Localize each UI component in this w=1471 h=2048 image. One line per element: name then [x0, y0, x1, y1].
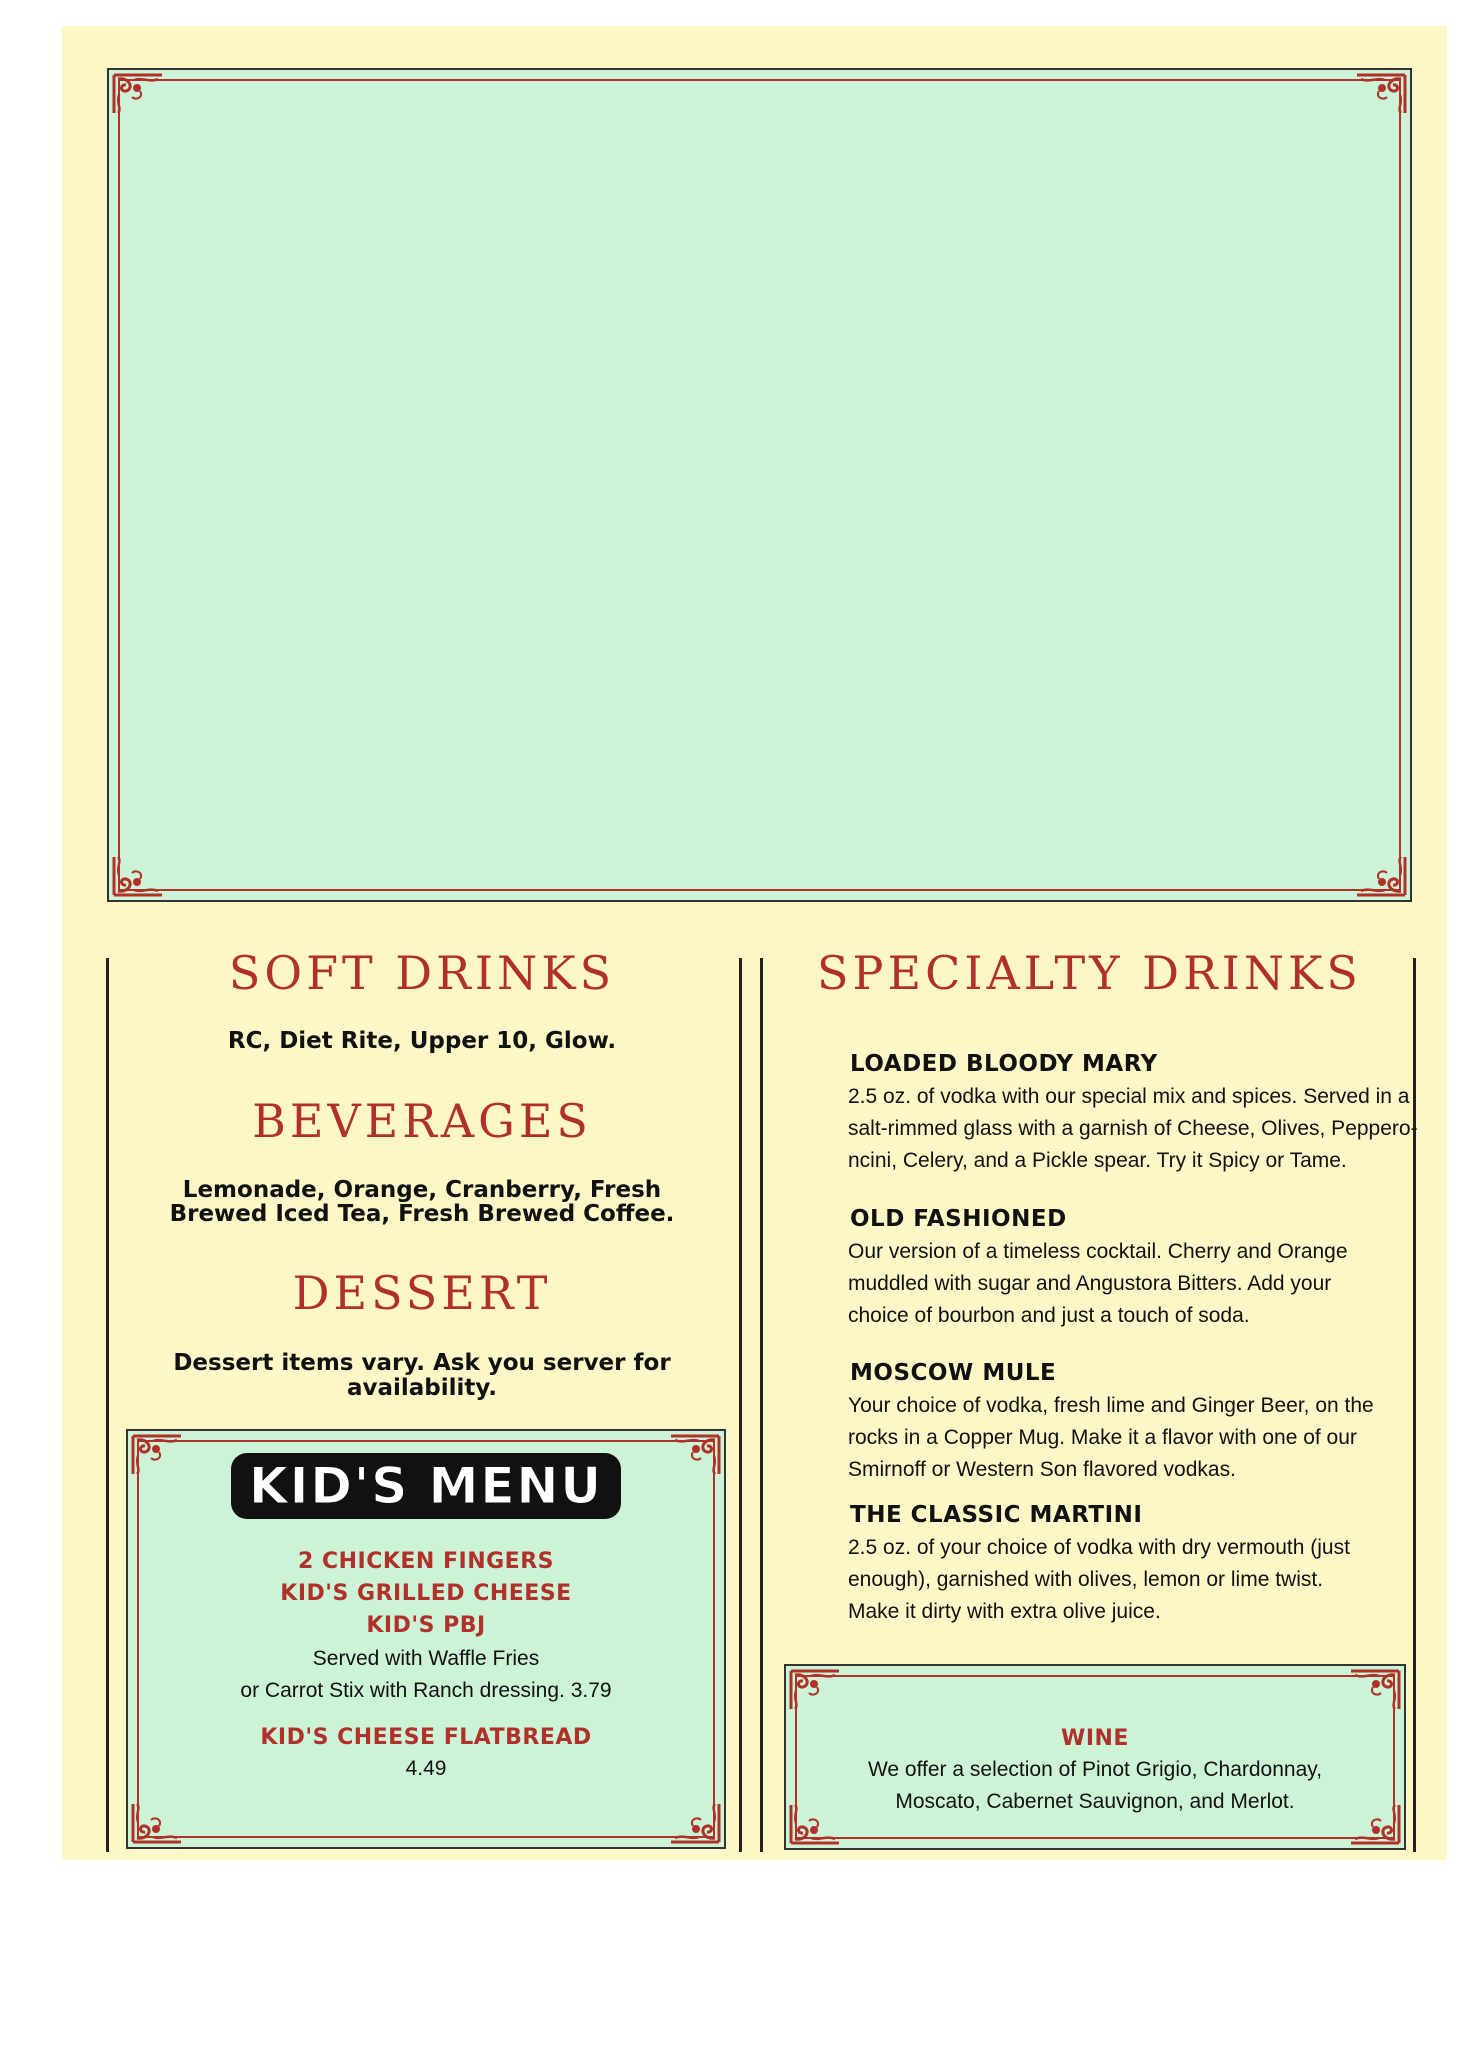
right-column-rule-left	[760, 958, 763, 1852]
kids-served-line-1: Served with Waffle Fries	[312, 1647, 540, 1670]
scroll-ornament-icon	[1347, 1667, 1403, 1713]
scroll-ornament-icon	[667, 1800, 723, 1846]
drink-desc-line: 2.5 oz. of vodka with our special mix and spices. Served in a	[848, 1085, 1410, 1108]
top-image-panel	[107, 68, 1412, 902]
dessert-line-2: availability.	[346, 1375, 498, 1401]
drink-description	[848, 1390, 1468, 1486]
drink-name: OLD FASHIONED	[850, 1206, 1067, 1232]
wine-title: WINE	[1061, 1726, 1129, 1751]
drink-description	[848, 1081, 1468, 1177]
kids-flatbread-price: 4.49	[405, 1757, 447, 1780]
kids-menu-box	[126, 1429, 726, 1849]
dessert-line-1: Dessert items vary. Ask you server for	[173, 1350, 671, 1376]
specialty-drinks-title: SPECIALTY DRINKS	[817, 946, 1362, 1000]
drink-name: MOSCOW MULE	[850, 1360, 1057, 1386]
scroll-ornament-icon	[1353, 853, 1409, 899]
scroll-ornament-icon	[1353, 71, 1409, 117]
scroll-ornament-icon	[129, 1800, 185, 1846]
drink-desc-line: choice of bourbon and just a touch of soda.	[848, 1304, 1250, 1327]
beverages-line-1: Lemonade, Orange, Cranberry, Fresh	[182, 1177, 662, 1203]
scroll-ornament-icon	[787, 1667, 843, 1713]
soft-drinks-title: SOFT DRINKS	[228, 946, 616, 1000]
beverages-title: BEVERAGES	[252, 1094, 592, 1148]
beverages-line-2: Brewed Iced Tea, Fresh Brewed Coffee.	[169, 1201, 675, 1227]
kids-item: 2 CHICKEN FINGERS	[298, 1549, 554, 1574]
scroll-ornament-icon	[110, 71, 166, 117]
kids-menu-title	[128, 1453, 724, 1519]
wine-box	[784, 1664, 1406, 1850]
left-column-rule-left	[106, 958, 109, 1852]
drink-desc-line: ncini, Celery, and a Pickle spear. Try it Spicy or Tame.	[848, 1149, 1347, 1172]
panel-border	[118, 79, 1401, 891]
kids-flatbread: KID'S CHEESE FLATBREAD	[260, 1725, 592, 1750]
scroll-ornament-icon	[110, 853, 166, 899]
kids-item: KID'S GRILLED CHEESE	[280, 1581, 572, 1606]
kids-served-line-2: or Carrot Stix with Ranch dressing. 3.79	[240, 1679, 612, 1702]
drink-name: LOADED BLOODY MARY	[850, 1051, 1158, 1077]
drink-description	[848, 1236, 1468, 1332]
left-column-rule-right	[739, 958, 742, 1852]
drink-desc-line: Your choice of vodka, fresh lime and Ginger Beer, on the	[848, 1394, 1374, 1417]
soft-drinks-list: RC, Diet Rite, Upper 10, Glow.	[227, 1028, 617, 1054]
drink-desc-line: salt-rimmed glass with a garnish of Cheese, Olives, Peppero-	[848, 1117, 1418, 1140]
panel-border	[795, 1675, 1395, 1839]
drink-desc-line: Smirnoff or Western Son flavored vodkas.	[848, 1458, 1236, 1481]
wine-line-2: Moscato, Cabernet Sauvignon, and Merlot.	[895, 1790, 1295, 1813]
menu-page	[62, 26, 1447, 1860]
kids-item: KID'S PBJ	[366, 1613, 486, 1638]
drink-description	[848, 1532, 1468, 1628]
drink-desc-line: Make it dirty with extra olive juice.	[848, 1600, 1161, 1623]
drink-desc-line: 2.5 oz. of your choice of vodka with dry vermouth (just	[848, 1536, 1350, 1559]
drink-desc-line: enough), garnished with olives, lemon or lime twist.	[848, 1568, 1324, 1591]
drink-desc-line: rocks in a Copper Mug. Make it a flavor with one of our	[848, 1426, 1357, 1449]
drink-desc-line: Our version of a timeless cocktail. Cherry and Orange	[848, 1240, 1348, 1263]
kids-menu-title-text: KID'S MENU	[231, 1453, 621, 1519]
wine-line-1: We offer a selection of Pinot Grigio, Chardonnay,	[867, 1758, 1323, 1781]
drink-name: THE CLASSIC MARTINI	[850, 1502, 1143, 1528]
drink-desc-line: muddled with sugar and Angustora Bitters. Add your	[848, 1272, 1332, 1295]
dessert-title: DESSERT	[292, 1266, 552, 1320]
